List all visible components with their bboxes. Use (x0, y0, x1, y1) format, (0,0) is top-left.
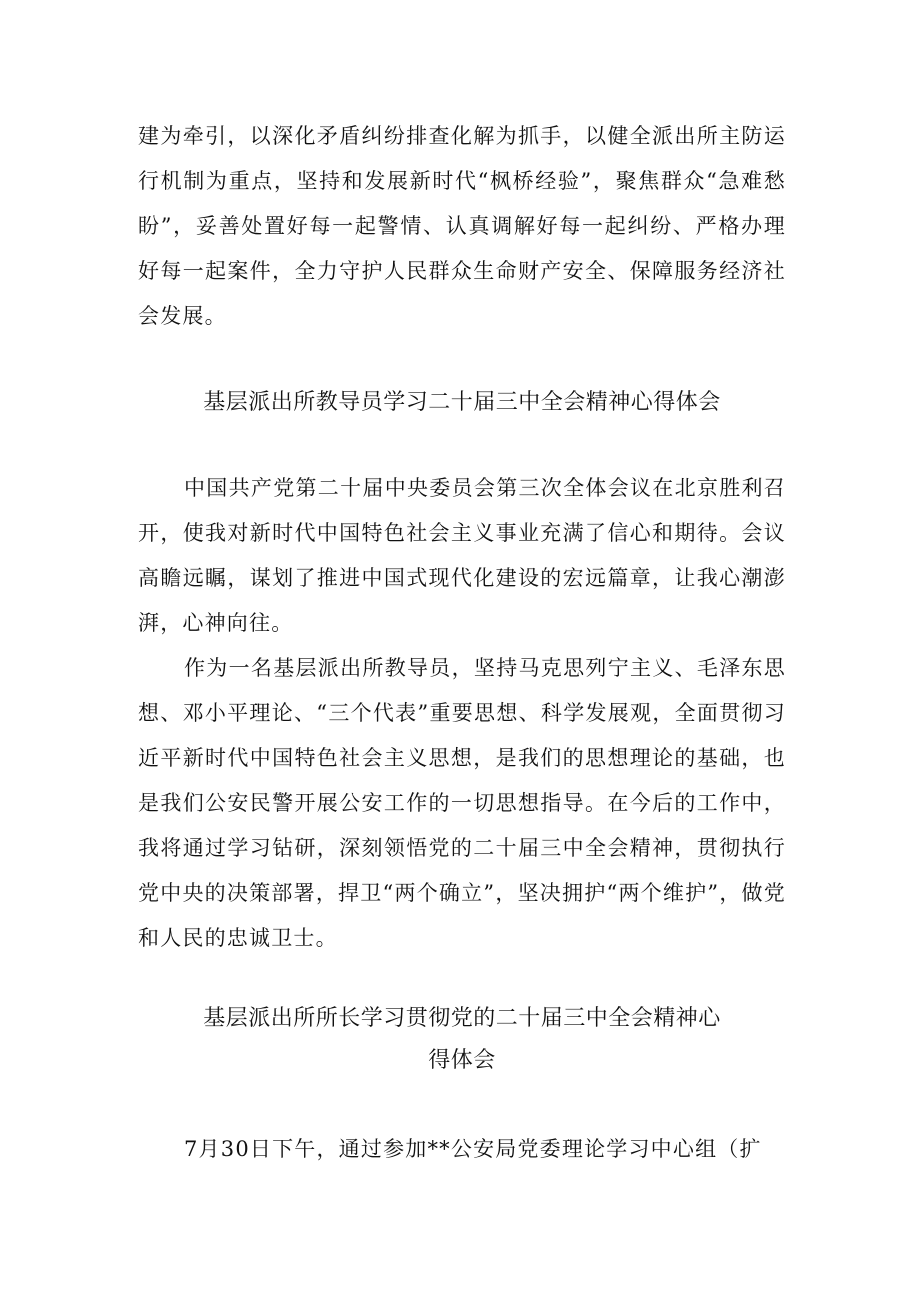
section-2-paragraph-2: 作为一名基层派出所教导员，坚持马克思列宁主义、毛泽东思想、邓小平理论、“三个代表”重要思想、科学发展观，全面贯彻习近平新时代中国特色社会主义思想，是我们的思想理论的基础，也是我们公安民警开展公安工作的一切思想指导。在今后的工作中，我将通过学习钻研，深刻领悟党的二十届三中全会精神，贯彻执行党中央的决策部署，捍卫“两个确立”，坚决拥护“两个维护”，做党和人民的忠诚卫士。 (138, 656, 786, 950)
continued-paragraph: 建为牵引，以深化矛盾纠纷排查化解为抓手，以健全派出所主防运行机制为重点，坚持和发展新时代“枫桥经验”，聚焦群众“急难愁盼”，妥善处置好每一起警情、认真调解好每一起纠纷、严格办理好每一起案件，全力守护人民群众生命财产安全、保障服务经济社会发展。 (138, 124, 786, 328)
section-2-paragraph-1: 中国共产党第二十届中央委员会第三次全体会议在北京胜利召开，使我对新时代中国特色社会主义事业充满了信心和期待。会议高瞻远瞩，谋划了推进中国式现代化建设的宏远篇章，让我心潮澎湃，心神向往。 (138, 476, 786, 635)
section-3-title-line-2: 得体会 (428, 1048, 496, 1073)
section-3-title (138, 998, 786, 1082)
section-3-title-line-1: 基层派出所所长学习贯彻党的二十届三中全会精神心 (203, 1006, 721, 1031)
section-3-paragraph-1: 7月30日下午，通过参加**公安局党委理论学习中心组（扩 (184, 1137, 762, 1161)
section-2-title: 基层派出所教导员学习二十届三中全会精神心得体会 (203, 390, 721, 415)
